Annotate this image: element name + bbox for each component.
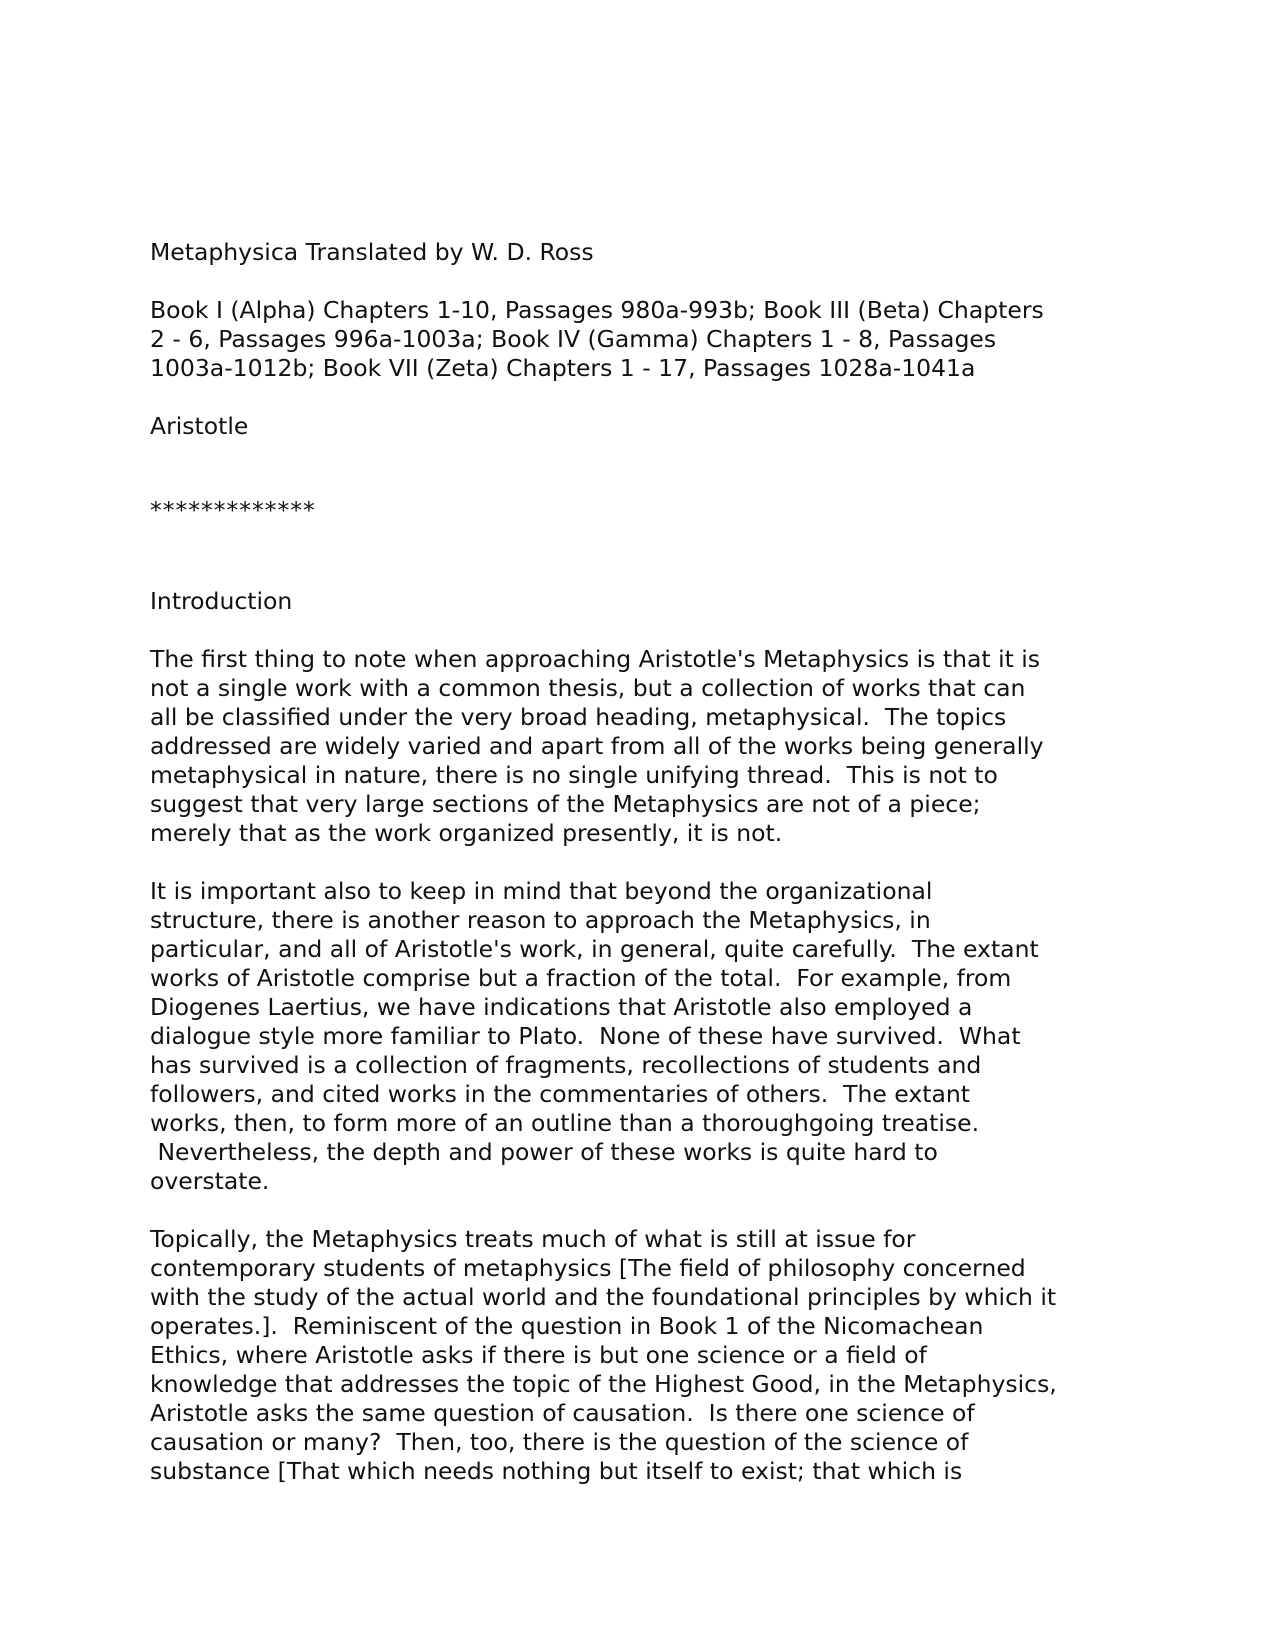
body-paragraph: The first thing to note when approaching Aristotle's Metaphysics is that it is not a single work with a common thesis, but a collection of works that can all be classified under the very broad heading, metaphysical. The topics addressed are widely varied and apart from all of the works being generally metaphysical in nature, there is no single unifying thread. This is not to suggest that very large sections of the Metaphysics are not of a piece; merely that as the work organized presently, it is not. xyxy=(150,645,1044,847)
document-author: Aristotle xyxy=(150,412,249,440)
body-paragraph: Topically, the Metaphysics treats much of what is still at issue for contemporary students of metaphysics [The field of philosophy concerned with the study of the actual world and the foundational principles by which it operates.]. Reminiscent of the question in Book 1 of the Nicomachean Ethics, where Aristotle asks if there is but one science or a field of knowledge that addresses the topic of the Highest Good, in the Metaphysics, Aristotle asks the same question of causation. Is there one science of causation or many? Then, too, there is the question of the science of substance [That which needs nothing but itself to exist; that which is xyxy=(150,1225,1057,1485)
introduction-heading: Introduction xyxy=(150,587,293,615)
body-paragraph: It is important also to keep in mind that beyond the organizational structure, there is another reason to approach the Metaphysics, in particular, and all of Aristotle's work, in general, quite carefully. The extant works of Aristotle comprise but a fraction of the total. For example, from Diogenes Laertius, we have indications that Aristotle also employed a dialogue style more familiar to Plato. None of these have survived. What has survived is a collection of fragments, recollections of students and followers, and cited works in the commentaries of others. The extant works, then, to form more of an outline than a thoroughgoing treatise. Nevertheless, the depth and power of these works is quite hard to overstate. xyxy=(150,877,1039,1195)
section-separator: ************* xyxy=(150,496,316,524)
document-title: Metaphysica Translated by W. D. Ross xyxy=(150,238,594,266)
document-subtitle: Book I (Alpha) Chapters 1-10, Passages 980a-993b; Book III (Beta) Chapters 2 - 6, Passages 996a-1003a; Book IV (Gamma) Chapters 1 - 8, Passages 1003a-1012b; Book VII (Zeta) Chapters 1 - 17, Passages 1028a-1041a xyxy=(150,296,1044,382)
